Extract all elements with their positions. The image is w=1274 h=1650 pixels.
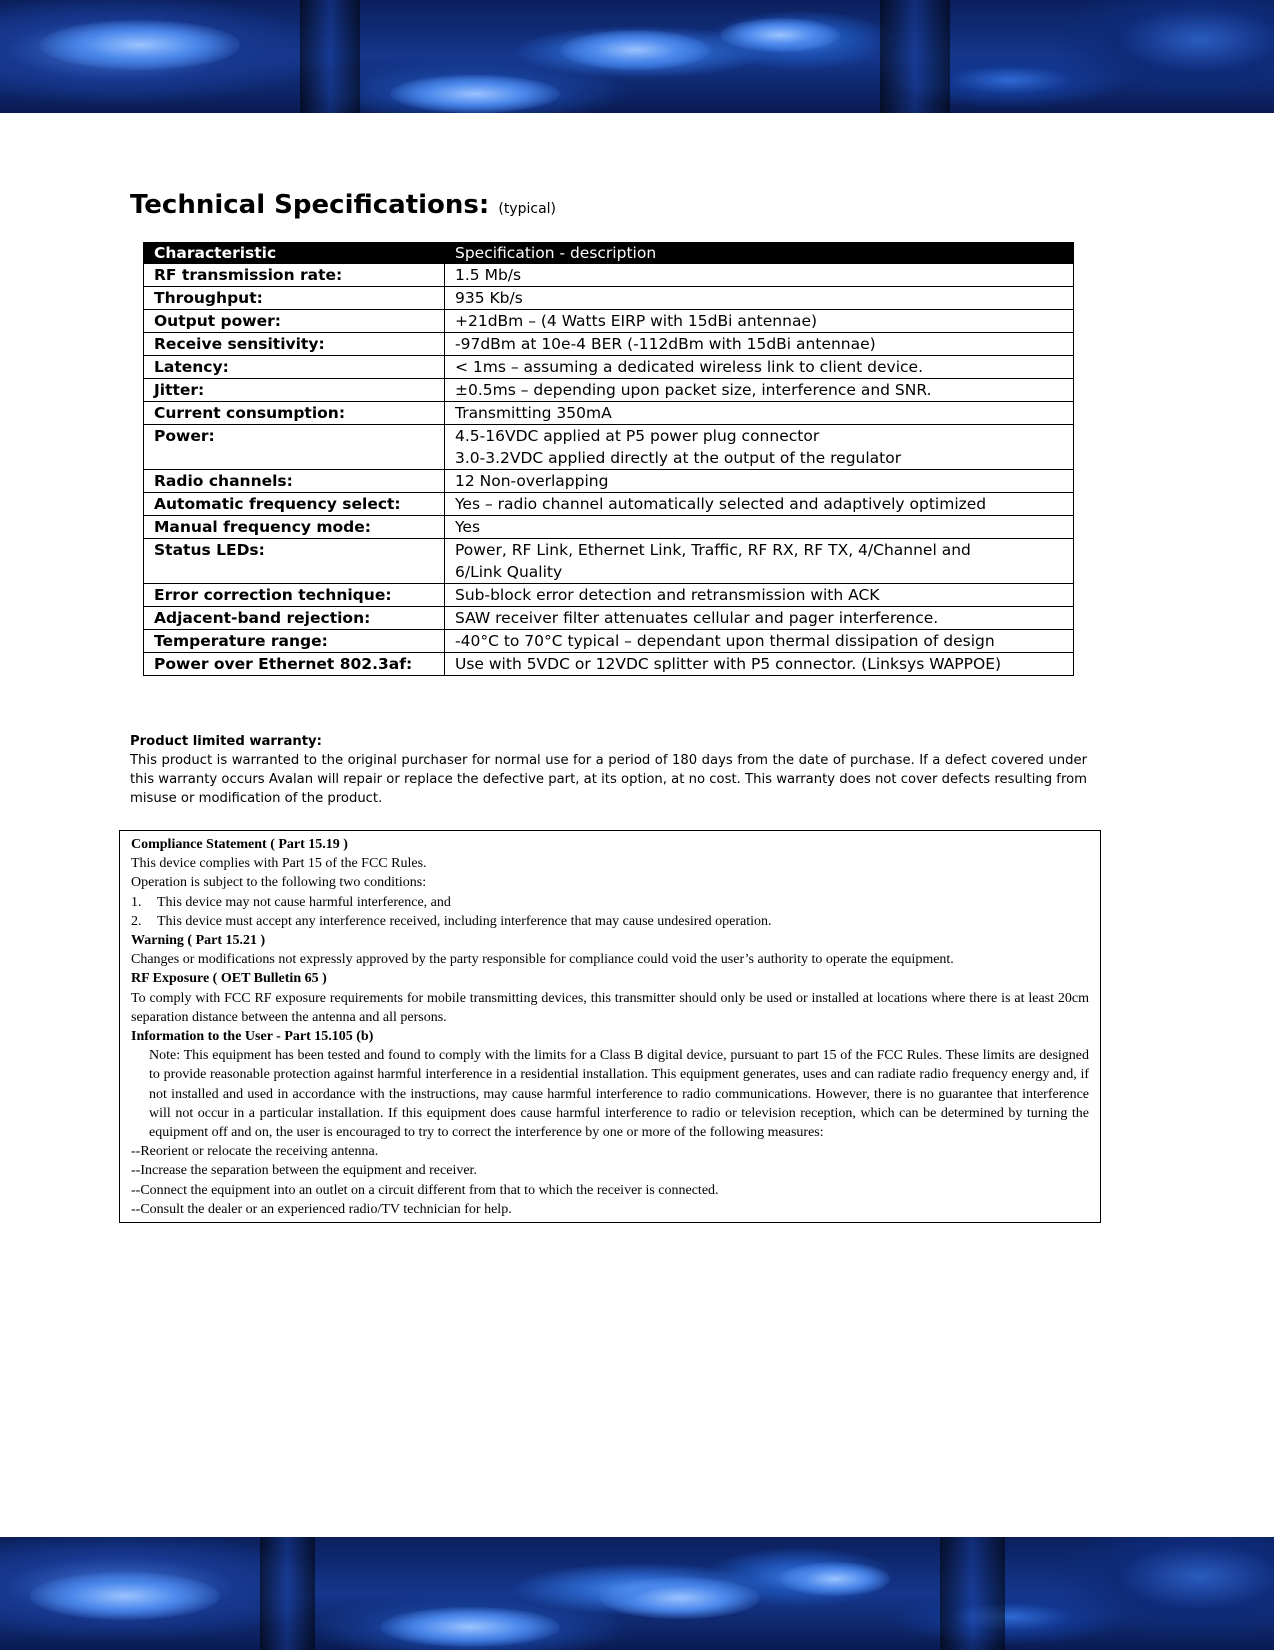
condition-number: 1.: [131, 894, 142, 910]
spec-value-line: -40°C to 70°C typical – dependant upon thermal dissipation of design: [455, 632, 995, 650]
spec-value-line: SAW receiver filter attenuates cellular and pager interference.: [455, 609, 939, 627]
spec-value: [445, 470, 1074, 493]
spec-value: [445, 287, 1074, 310]
spec-value-line: ±0.5ms – depending upon packet size, interference and SNR.: [455, 381, 932, 399]
spec-value-line: < 1ms – assuming a dedicated wireless link to client device.: [455, 358, 924, 376]
banner-glint: [780, 1562, 890, 1596]
spec-value: [445, 402, 1074, 425]
rf-exposure-text: To comply with FCC RF exposure requirements for mobile transmitting devices, this transmitter should only be used or installed at locations where there is at least 20cm separation distance between the antenna and all persons.: [131, 990, 1089, 1025]
title-subtitle: (typical): [498, 201, 556, 217]
rf-exposure-title: RF Exposure ( OET Bulletin 65 ): [131, 971, 327, 987]
spec-value-line: Yes – radio channel automatically selected and adaptively optimized: [455, 495, 987, 513]
spec-characteristic: Jitter:: [144, 379, 445, 402]
banner-shadow: [880, 0, 950, 113]
spec-value-line: 935 Kb/s: [455, 289, 523, 307]
banner-shadow: [940, 1537, 1005, 1650]
spec-characteristic: Throughput:: [144, 287, 445, 310]
compliance-line: Operation is subject to the following two conditions:: [131, 875, 427, 891]
page-title: [130, 190, 556, 220]
spec-row: [144, 333, 1074, 356]
condition-item: [131, 912, 1089, 931]
measure-item: --Consult the dealer or an experienced radio/TV technician for help.: [131, 1201, 512, 1217]
warranty-text: This product is warranted to the original purchaser for normal use for a period of 180 days from the date of purchase. If a defect covered under this warranty occurs Avalan will repair or replace the defective part, at its option, at no cost. This warranty does not cover defects resulting from misuse or modification of the product.: [130, 753, 1087, 806]
user-info-text: Note: This equipment has been tested and found to comply with the limits for a Class B digital device, pursuant to part 15 of the FCC Rules. These limits are designed to provide reasonable protection against harmful interference in a residential installation. This equipment generates, uses and can radiate radio frequency energy and, if not installed and used in accordance with the instructions, may cause harmful interference to radio communications. However, there is no guarantee that interference will not occur in a particular installation. If this equipment does cause harmful interference to radio or television reception, which can be determined by turning the equipment off and on, the user is encouraged to try to correct the interference by one or more of the following measures:: [149, 1048, 1089, 1141]
header-banner-image: [0, 0, 1274, 113]
spec-value-line: Transmitting 350mA: [455, 404, 612, 422]
spec-value-line: Yes: [455, 518, 481, 536]
spec-characteristic: Power:: [144, 425, 445, 470]
measure-item: --Reorient or relocate the receiving antenna.: [131, 1144, 379, 1160]
banner-glint: [30, 1572, 220, 1620]
spec-value: [445, 425, 1074, 470]
warning-text: Changes or modifications not expressly approved by the party responsible for compliance could void the user’s authority to operate the equipment.: [131, 952, 954, 968]
spec-characteristic: Automatic frequency select:: [144, 493, 445, 516]
spec-row: [144, 310, 1074, 333]
spec-characteristic: Power over Ethernet 802.3af:: [144, 653, 445, 676]
spec-characteristic: Temperature range:: [144, 630, 445, 653]
spec-characteristic: Manual frequency mode:: [144, 516, 445, 539]
condition-number: 2.: [131, 913, 142, 929]
spec-value-line: 3.0-3.2VDC applied directly at the output of the regulator: [455, 449, 902, 467]
spec-value: [445, 584, 1074, 607]
header-specification: Specification - description: [445, 243, 1074, 264]
spec-characteristic: Latency:: [144, 356, 445, 379]
footer-banner-image: [0, 1537, 1274, 1650]
spec-value-line: 6/Link Quality: [455, 563, 563, 581]
spec-value: [445, 653, 1074, 676]
spec-characteristic: Adjacent-band rejection:: [144, 607, 445, 630]
compliance-title: Compliance Statement ( Part 15.19 ): [131, 837, 348, 852]
header-characteristic: Characteristic: [144, 243, 445, 264]
spec-table: [143, 242, 1074, 676]
banner-glint: [390, 75, 560, 113]
warning-title: Warning ( Part 15.21 ): [131, 933, 266, 949]
fcc-compliance-box: [119, 830, 1101, 1223]
spec-value: [445, 493, 1074, 516]
spec-row: [144, 287, 1074, 310]
spec-row: [144, 630, 1074, 653]
spec-characteristic: Output power:: [144, 310, 445, 333]
spec-row: [144, 653, 1074, 676]
spec-table-header: [144, 243, 1074, 264]
spec-row: [144, 379, 1074, 402]
banner-shadow: [260, 1537, 315, 1650]
spec-row: [144, 402, 1074, 425]
spec-value: [445, 264, 1074, 287]
banner-glint: [600, 1577, 760, 1619]
spec-characteristic: Radio channels:: [144, 470, 445, 493]
spec-value-line: 1.5 Mb/s: [455, 266, 522, 284]
warranty-title: Product limited warranty:: [130, 734, 322, 749]
banner-glint: [560, 30, 710, 70]
spec-characteristic: RF transmission rate:: [144, 264, 445, 287]
spec-value: [445, 539, 1074, 584]
banner-glint: [380, 1607, 560, 1647]
banner-glint: [40, 20, 240, 70]
spec-value-line: Use with 5VDC or 12VDC splitter with P5 connector. (Linksys WAPPOE): [455, 655, 1002, 673]
spec-value: [445, 310, 1074, 333]
spec-row: [144, 516, 1074, 539]
spec-value-line: -97dBm at 10e-4 BER (-112dBm with 15dBi antennae): [455, 335, 876, 353]
spec-row: [144, 425, 1074, 470]
spec-row: [144, 607, 1074, 630]
spec-row: [144, 264, 1074, 287]
spec-value: [445, 379, 1074, 402]
spec-value: [445, 516, 1074, 539]
spec-characteristic: Receive sensitivity:: [144, 333, 445, 356]
spec-value-line: Sub-block error detection and retransmission with ACK: [455, 586, 880, 604]
spec-value-line: Power, RF Link, Ethernet Link, Traffic, RF RX, RF TX, 4/Channel and: [455, 541, 971, 559]
spec-value: [445, 333, 1074, 356]
spec-row: [144, 470, 1074, 493]
condition-text: This device must accept any interference received, including interference that may cause undesired operation.: [157, 913, 772, 929]
measure-item: --Increase the separation between the equipment and receiver.: [131, 1163, 477, 1179]
compliance-line: This device complies with Part 15 of the FCC Rules.: [131, 856, 427, 872]
measure-item: --Connect the equipment into an outlet on a circuit different from that to which the receiver is connected.: [131, 1182, 719, 1198]
spec-value-line: 4.5-16VDC applied at P5 power plug connector: [455, 427, 820, 445]
banner-glint: [720, 18, 840, 52]
spec-characteristic: Error correction technique:: [144, 584, 445, 607]
spec-characteristic: Current consumption:: [144, 402, 445, 425]
condition-item: [131, 893, 1089, 912]
spec-value: [445, 607, 1074, 630]
spec-characteristic: Status LEDs:: [144, 539, 445, 584]
spec-value: [445, 630, 1074, 653]
spec-row: [144, 539, 1074, 584]
spec-row: [144, 584, 1074, 607]
warranty-section: [130, 732, 1087, 808]
banner-shadow: [300, 0, 360, 113]
spec-value-line: 12 Non-overlapping: [455, 472, 609, 490]
spec-row: [144, 493, 1074, 516]
spec-value: [445, 356, 1074, 379]
spec-value-line: +21dBm – (4 Watts EIRP with 15dBi antennae): [455, 312, 818, 330]
condition-text: This device may not cause harmful interference, and: [157, 894, 451, 910]
spec-row: [144, 356, 1074, 379]
title-text: Technical Specifications:: [130, 190, 490, 220]
user-info-title: Information to the User - Part 15.105 (b): [131, 1029, 374, 1045]
